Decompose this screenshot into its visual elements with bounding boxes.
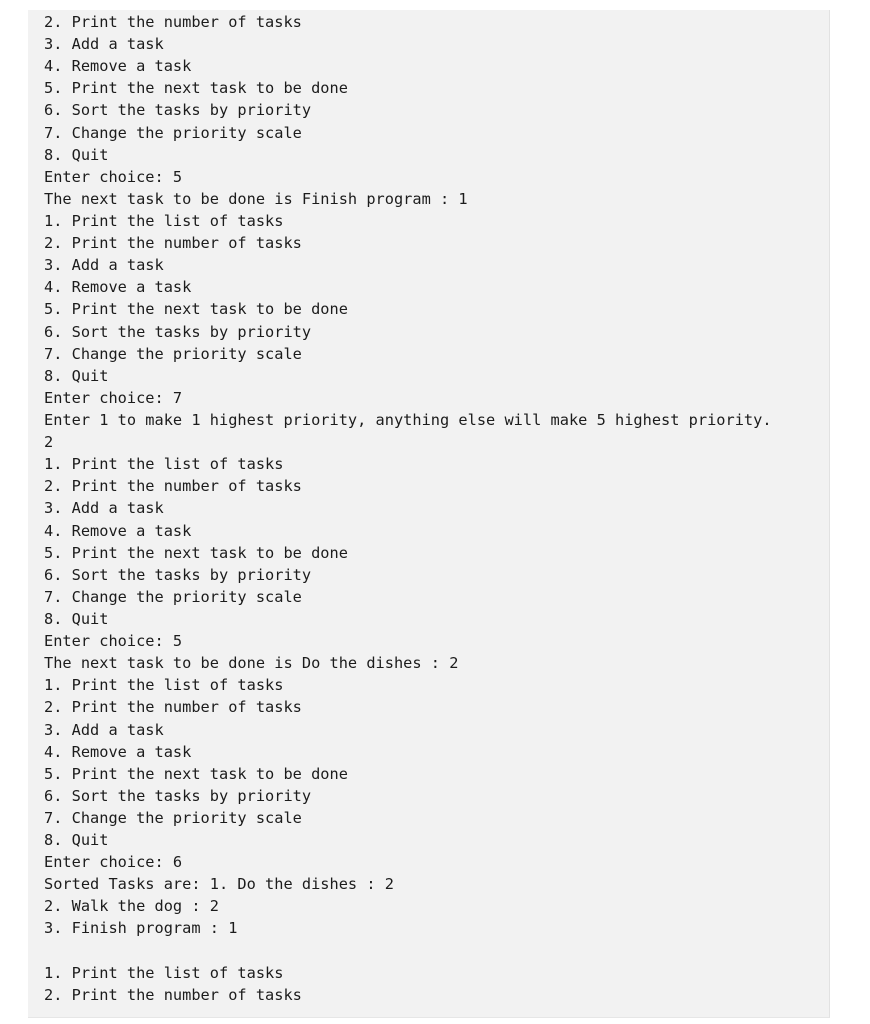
console-line: 2. Print the number of tasks [44, 985, 302, 1004]
console-line: 2. Walk the dog : 2 [44, 897, 219, 916]
console-line: 8. Quit [44, 145, 109, 164]
console-line: 7. Change the priority scale [44, 344, 302, 363]
console-line: 6. Sort the tasks by priority [44, 786, 312, 805]
console-line: 5. Print the next task to be done [44, 764, 348, 783]
console-line: 2. Print the number of tasks [44, 698, 302, 717]
console-line: 2. Print the number of tasks [44, 13, 302, 31]
console-line: 3. Add a task [44, 720, 164, 739]
console-line: 8. Quit [44, 609, 109, 628]
console-line: Enter choice: 7 [44, 388, 183, 407]
console-line: 3. Finish program : 1 [44, 919, 238, 938]
console-line: 2 [44, 433, 54, 452]
console-line: 4. Remove a task [44, 57, 192, 76]
console-line: 1. Print the list of tasks [44, 963, 284, 982]
console-line [44, 940, 772, 962]
console-line: Sorted Tasks are: 1. Do the dishes : 2 [44, 875, 394, 894]
console-line: 4. Remove a task [44, 521, 192, 540]
console-line: Enter choice: 5 [44, 167, 183, 186]
console-line: 5. Print the next task to be done [44, 300, 348, 319]
console-line: 7. Change the priority scale [44, 587, 302, 606]
console-line: The next task to be done is Do the dishes : 2 [44, 654, 459, 673]
console-line: The next task to be done is Finish program : 1 [44, 189, 468, 208]
console-line: 1. Print the list of tasks [44, 455, 284, 474]
console-line: 6. Sort the tasks by priority [44, 101, 312, 120]
console-line: 6. Sort the tasks by priority [44, 322, 312, 341]
console-line: Enter choice: 5 [44, 632, 183, 651]
console-line: 5. Print the next task to be done [44, 79, 348, 98]
console-output-text [44, 11, 772, 1006]
console-line: Enter choice: 6 [44, 853, 183, 872]
console-line: 6. Sort the tasks by priority [44, 565, 312, 584]
console-line: 7. Change the priority scale [44, 808, 302, 827]
console-line: 7. Change the priority scale [44, 123, 302, 142]
console-line: 3. Add a task [44, 499, 164, 518]
console-output-panel [28, 10, 830, 1018]
console-line: 8. Quit [44, 831, 109, 850]
console-line: 5. Print the next task to be done [44, 543, 348, 562]
console-line: 3. Add a task [44, 35, 164, 54]
console-line: 2. Print the number of tasks [44, 234, 302, 253]
console-line: 1. Print the list of tasks [44, 676, 284, 695]
console-line: 4. Remove a task [44, 742, 192, 761]
console-line: 2. Print the number of tasks [44, 477, 302, 496]
console-line: 4. Remove a task [44, 278, 192, 297]
console-line: 1. Print the list of tasks [44, 211, 284, 230]
console-line: 8. Quit [44, 366, 109, 385]
console-line: 3. Add a task [44, 256, 164, 275]
console-line: Enter 1 to make 1 highest priority, anything else will make 5 highest priority. [44, 410, 772, 429]
